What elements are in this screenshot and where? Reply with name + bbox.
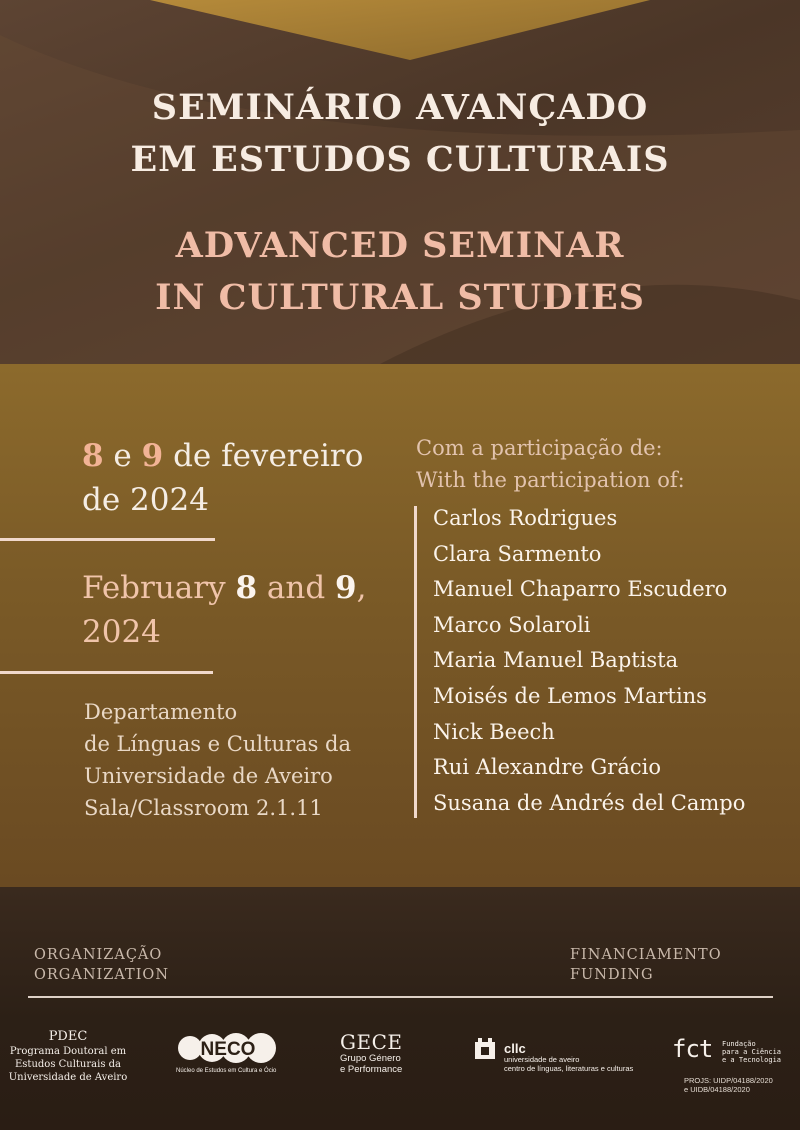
funding-label (570, 945, 722, 985)
date-en-year: 2024 (82, 614, 161, 650)
date-punct: , (356, 570, 367, 606)
fct-line: para a Ciência (722, 1048, 782, 1056)
title-en-line: IN CULTURAL STUDIES (155, 277, 645, 318)
fct-name: fct (672, 1035, 713, 1063)
fct-line: e a Tecnologia (722, 1056, 782, 1064)
date-en-line (82, 566, 402, 610)
organization-label-pt: ORGANIZAÇÃO (34, 947, 163, 963)
divider (0, 538, 215, 541)
footer-divider (28, 996, 773, 998)
participation-heading-en: With the participation of: (416, 468, 685, 492)
gold-chevron-shape (150, 0, 650, 60)
funding-label-en: FUNDING (570, 967, 654, 983)
date-month: de fevereiro (163, 438, 364, 474)
title-portuguese (0, 82, 800, 186)
title-english (0, 220, 800, 324)
neco-subtitle: Núcleo de Estudos em Cultura e Ócio (176, 1068, 277, 1074)
date-day: 9 (141, 438, 164, 474)
participant-name: Manuel Chaparro Escudero (433, 577, 728, 602)
cllc-name: cllc (504, 1041, 526, 1056)
date-conj: e (103, 438, 142, 474)
organization-label (34, 945, 169, 985)
participant-list (433, 501, 793, 821)
participant-name: Moisés de Lemos Martins (433, 683, 707, 708)
venue-line: Sala/Classroom 2.1.11 (84, 796, 323, 820)
participant-name: Maria Manuel Baptista (433, 648, 679, 673)
venue-line: Universidade de Aveiro (84, 764, 333, 788)
cllc-line: universidade de aveiro (504, 1055, 580, 1064)
poster-footer (0, 887, 800, 1130)
neco-logo (176, 1030, 294, 1075)
gece-line: Grupo Género (340, 1053, 401, 1064)
date-day: 9 (335, 570, 357, 606)
fct-projects (684, 1076, 800, 1094)
fct-project-line: e UIDB/04188/2020 (684, 1085, 750, 1094)
participant-name: Rui Alexandre Grácio (433, 755, 661, 780)
participant-name: Susana de Andrés del Campo (433, 790, 746, 815)
title-pt-line: EM ESTUDOS CULTURAIS (130, 139, 670, 180)
participant-name: Marco Solaroli (433, 612, 591, 637)
neco-mark-icon (176, 1030, 280, 1066)
gece-logo (340, 1031, 420, 1075)
fct-logo (672, 1035, 792, 1094)
divider (0, 671, 213, 674)
date-pt-line (82, 434, 402, 478)
date-day: 8 (82, 438, 104, 474)
neco-name: NECO (200, 1039, 256, 1060)
pdec-line: Programa Doutoral em (9, 1046, 127, 1057)
gece-name: GECE (340, 1030, 403, 1054)
fct-line: Fundação (722, 1040, 756, 1048)
pdec-line: Estudos Culturais da (15, 1059, 121, 1070)
date-day: 8 (235, 570, 258, 606)
fct-description (722, 1040, 781, 1064)
date-month: February (82, 570, 236, 606)
cllc-line: centro de línguas, literaturas e culturas (504, 1064, 634, 1073)
date-conj: and (257, 570, 336, 606)
pdec-logo (6, 1028, 130, 1084)
pdec-title: PDEC (48, 1029, 88, 1044)
fct-project-line: PROJS: UIDP/04188/2020 (684, 1076, 773, 1085)
participant-name: Carlos Rodrigues (433, 506, 618, 530)
poster-header (0, 0, 800, 364)
date-portuguese (82, 434, 402, 522)
date-english (82, 566, 402, 654)
participant-name: Clara Sarmento (433, 541, 602, 566)
venue-line: Departamento (84, 700, 238, 724)
participant-name: Nick Beech (433, 719, 555, 744)
date-pt-year: de 2024 (82, 482, 209, 518)
organization-label-en: ORGANIZATION (34, 967, 170, 983)
funding-label-pt: FINANCIAMENTO (570, 947, 722, 963)
venue-line: de Línguas e Culturas da (84, 732, 352, 756)
title-en-line: ADVANCED SEMINAR (175, 225, 625, 266)
pdec-line: Universidade de Aveiro (8, 1072, 128, 1083)
participation-heading-pt: Com a participação de: (416, 436, 663, 460)
university-aveiro-icon (474, 1038, 496, 1060)
participation-heading (416, 432, 776, 496)
venue-block (84, 696, 404, 824)
title-pt-line: SEMINÁRIO AVANÇADO (151, 87, 649, 128)
gece-line: e Performance (340, 1064, 403, 1075)
names-divider (414, 506, 417, 818)
